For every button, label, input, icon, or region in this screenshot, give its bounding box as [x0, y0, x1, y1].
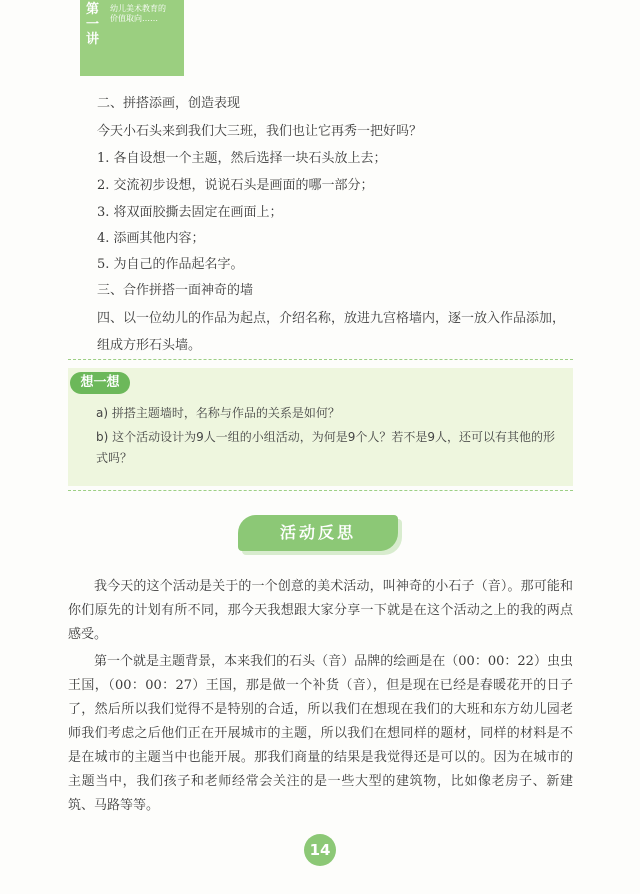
step-heading-3: 三、合作拼搭一面神奇的墙 — [97, 283, 254, 298]
divider-bottom — [68, 490, 573, 491]
step-heading-2: 二、拼搭添画，创造表现 — [97, 96, 241, 111]
reflection-heading-text: 活动反思 — [279, 523, 356, 542]
chapter-tab — [80, 0, 184, 76]
think-question-b: b) 这个活动设计为9人一组的小组活动，为何是9个人？若不是9人，还可以有其他的形式吗？ — [96, 430, 556, 465]
step-item-4: 4. 添画其他内容； — [97, 231, 205, 246]
reflection-paragraph-2: 第一个就是主题背景，本来我们的石头（音）品牌的绘画是在（00：00：22）虫虫王国，（00：00：27）王国，那是做一个补货（音），但是现在已经是春暖花开的日子了，然后所以我们觉得不是特别的合适，所以我们在想现在我们的大班和东方幼儿园老师我们考虑之后他们正在开展城市的主题，所以我们在想同样的题材，同样的材料是不是在城市的主题当中也能开展。那我们商量的结果是我觉得还是可以的。因为在城市的主题当中，我们孩子和老师经常会关注的是一些大型的建筑物，比如像老房子、新建筑、马路等等。 — [68, 654, 573, 813]
reflection-heading — [238, 515, 398, 551]
step-item-5: 5. 为自己的作品起名字。 — [97, 257, 244, 272]
think-question-a: a) 拼搭主题墙时，名称与作品的关系是如何？ — [96, 406, 340, 420]
divider-top — [68, 359, 573, 360]
step-item-2: 2. 交流初步设想，说说石头是画面的哪一部分； — [97, 178, 374, 193]
chapter-title: 第一讲 — [86, 2, 100, 47]
think-badge: 想一想 — [70, 372, 130, 394]
step-item-1: 1. 各自设想一个主题，然后选择一块石头放上去； — [97, 151, 387, 166]
reflection-paragraph-1: 我今天的这个活动是关于的一个创意的美术活动，叫神奇的小石子（音）。那可能和你们原先的计划有所不同，那今天我想跟大家分享一下就是在这个活动之上的我的两点感受。 — [68, 579, 573, 642]
step-heading-4: 四、以一位幼儿的作品为起点，介绍名称，放进九宫格墙内，逐一放入作品添加，组成方形石头墙。 — [97, 311, 566, 353]
chapter-subtitle: 幼儿美术教育的价值取向…… — [110, 4, 166, 23]
page-number: 14 — [304, 834, 336, 866]
step-intro: 今天小石头来到我们大三班，我们也让它再秀一把好吗？ — [97, 124, 423, 139]
step-item-3: 3. 将双面胶撕去固定在画面上； — [97, 205, 283, 220]
